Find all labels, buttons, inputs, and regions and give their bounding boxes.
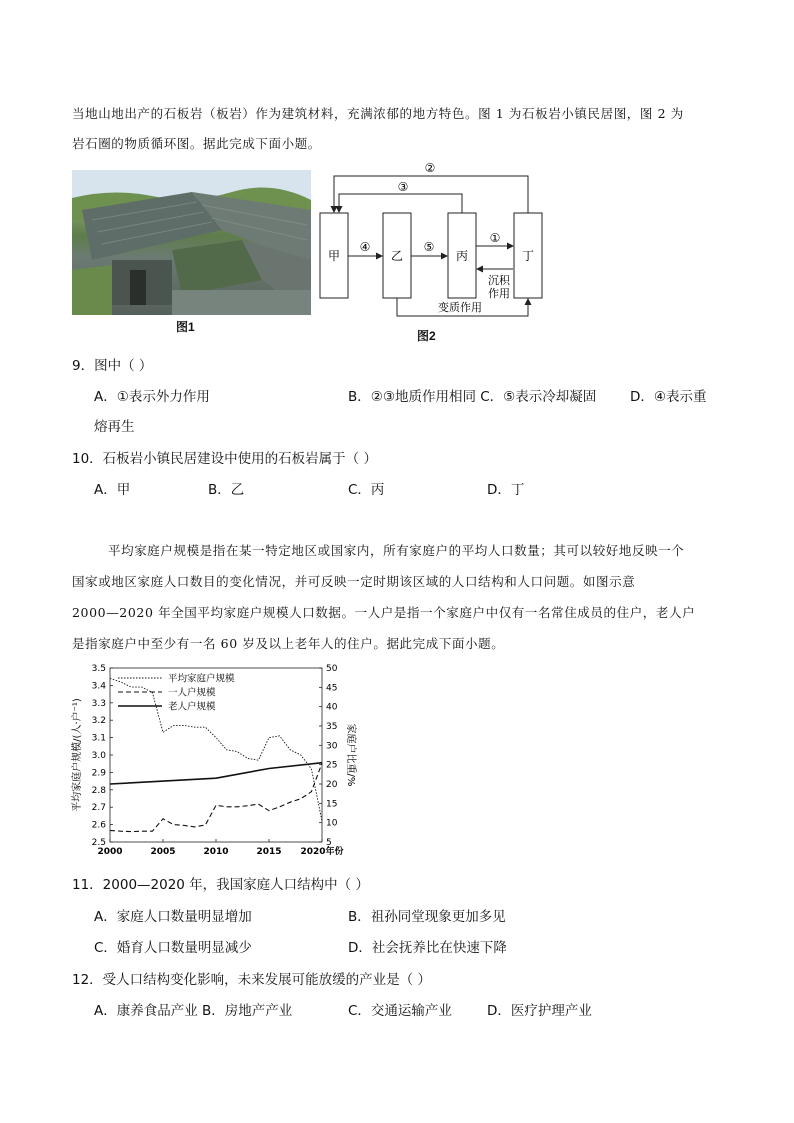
deposition-label-1: 沉积 [488,274,510,287]
q11-option-a[interactable]: A．家庭人口数量明显增加 [94,909,252,925]
y-left-tick-label: 3.2 [91,716,106,727]
legend-label-3: 老人户规模 [168,701,216,713]
q11-option-d[interactable]: D．社会抚养比在快速下降 [348,940,507,956]
q9-stem: 9．图中（ ） [72,358,153,374]
q12-option-d[interactable]: D．医疗护理产业 [487,1003,592,1019]
q10-option-d[interactable]: D．丁 [487,482,525,498]
y-left-tick-label: 2.6 [91,820,106,831]
y-right-tick-label: 50 [326,664,338,674]
metamorphism-label: 变质作用 [438,301,482,314]
box-jia-label: 甲 [327,249,341,263]
legend-label-1: 平均家庭户规模 [168,673,235,685]
intro2-line3: 2000—2020 年全国平均家庭户规模人口数据。一人户是指一个家庭户中仅有一名常住成员的住户，老人户 [72,605,696,620]
x-tick-label: 2015 [256,847,282,857]
q11-stem: 11．2000—2020 年，我国家庭人口结构中（ ） [72,877,369,893]
series-line-2 [110,763,322,832]
y-left-tick-label: 2.9 [91,768,106,779]
x-tick-label: 2000 [97,847,123,857]
rock-cycle-diagram [315,158,550,323]
y-right-tick-label: 15 [326,799,338,810]
chart-ylabel-left: 平均家庭户规模/(人·户⁻¹) [72,698,83,812]
arrow-2-label: ② [424,161,436,175]
y-left-tick-label: 3.4 [91,681,106,692]
series-line-1 [110,678,322,821]
x-tick-label: 2010 [203,847,229,857]
arrow-3-label: ③ [397,180,409,194]
chart-ylabel-right: 家庭户比重/% [345,723,356,787]
q12-option-c[interactable]: C．交通运输产业 [348,1003,452,1019]
y-left-tick-label: 3.3 [91,698,106,709]
intro1-line2: 岩石圈的物质循环图。据此完成下面小题。 [72,136,321,151]
stone-house-illustration [72,170,311,315]
intro1-line1: 当地山地出产的石板岩（板岩）作为建筑材料，充满浓郁的地方特色。图 1 为石板岩小镇民居图，图 2 为 [72,106,684,121]
y-right-tick-label: 5 [326,838,332,848]
box-ding-label: 丁 [521,249,535,263]
y-right-tick-label: 20 [326,780,338,790]
deposition-label-2: 作用 [488,287,510,300]
intro2-line4: 是指家庭户中至少有一名 60 岁及以上老年人的住户。据此完成下面小题。 [72,636,505,651]
q9-option-d[interactable]: D．④表示重 [630,389,707,405]
x-tick-label: 2005 [150,847,176,857]
series-line-3 [110,763,322,784]
q9-option-bc[interactable]: B．②③地质作用相同 C．⑤表示冷却凝固 [348,389,597,405]
arrow-4-label: ④ [359,240,371,254]
figure2-caption: 图2 [417,329,436,343]
intro2-line2: 国家或地区家庭人口数目的变化情况，并可反映一定时期该区域的人口结构和人口问题。如图示意 [72,574,636,589]
q10-option-c[interactable]: C．丙 [348,482,385,498]
y-right-tick-label: 45 [326,683,338,694]
q11-option-b[interactable]: B．祖孙同堂现象更加多见 [348,909,506,925]
q12-option-ab[interactable]: A．康养食品产业 B．房地产产业 [94,1003,293,1019]
intro2-line1: 平均家庭户规模是指在某一特定地区或国家内，所有家庭户的平均人口数量；其可以较好地反映一个 [108,543,685,558]
y-right-tick-label: 25 [326,760,338,771]
y-left-tick-label: 3.0 [91,751,106,761]
box-bing-label: 丙 [455,249,469,263]
arrow-1-label: ① [489,231,501,245]
q9-option-d-cont: 熔再生 [94,419,135,435]
chart-plot-frame [110,668,322,842]
y-right-tick-label: 10 [326,818,338,829]
arrow-5-label: ⑤ [423,240,435,254]
y-right-tick-label: 30 [326,741,338,752]
legend-label-2: 一人户规模 [168,687,216,699]
household-size-chart [70,660,370,860]
q9-option-a[interactable]: A．①表示外力作用 [94,389,210,405]
q11-option-c[interactable]: C．婚育人口数量明显减少 [94,940,252,956]
q10-option-a[interactable]: A．甲 [94,482,131,498]
stone-house-photo [72,170,311,315]
q12-stem: 12．受人口结构变化影响，未来发展可能放缓的产业是（ ） [72,972,431,988]
figure1-caption: 图1 [176,320,195,334]
q10-stem: 10．石板岩小镇民居建设中使用的石板岩属于（ ） [72,451,377,467]
y-left-tick-label: 2.8 [91,785,106,796]
q10-option-b[interactable]: B．乙 [208,482,245,498]
box-yi-label: 乙 [390,249,404,263]
y-left-tick-label: 2.7 [91,803,106,814]
y-right-tick-label: 35 [326,722,338,732]
x-tick-label: 2020年份 [300,847,344,857]
y-left-tick-label: 2.5 [91,838,106,848]
arrow-3 [339,194,462,213]
y-left-tick-label: 3.5 [91,664,106,674]
y-right-tick-label: 40 [326,702,338,713]
y-left-tick-label: 3.1 [91,733,106,744]
